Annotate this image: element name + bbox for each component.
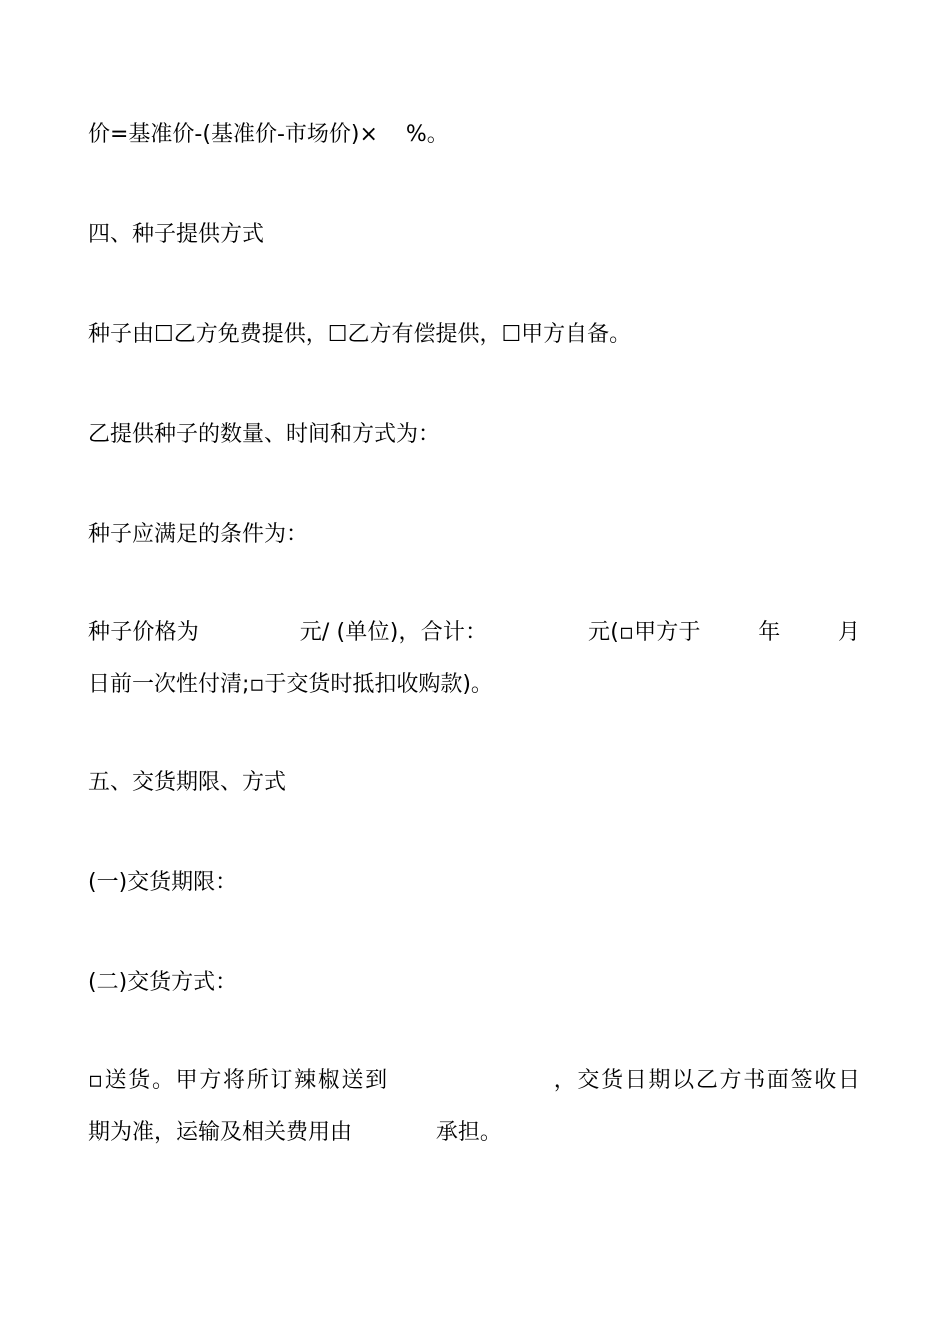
seed-quantity-line: 乙提供种子的数量、时间和方式为： [88, 422, 441, 447]
seed-price-text: 种子价格为 元/ (单位)，合计： 元(▫甲方于 年 月 [88, 620, 860, 645]
delivery-option-text: ▫送货。甲方将所订辣椒送到 ，交货日期以乙方书面签收日 [88, 1068, 860, 1093]
seed-source-options: 种子由☐乙方免费提供，☐乙方有偿提供，☐甲方自备。 [88, 322, 632, 347]
seed-conditions-line: 种子应满足的条件为： [88, 522, 309, 547]
delivery-option-line [88, 1068, 860, 1094]
delivery-method-line: (二)交货方式： [88, 970, 238, 995]
section-four-heading: 四、种子提供方式 [88, 222, 265, 247]
delivery-deadline-line: (一)交货期限： [88, 870, 238, 895]
seed-payment-line: 日前一次性付清;▫于交货时抵扣收购款)。 [88, 672, 493, 697]
section-five-heading: 五、交货期限、方式 [88, 770, 287, 795]
price-formula-line: 价=基准价-(基准价-市场价)× %。 [88, 122, 449, 147]
delivery-cost-line: 期为准，运输及相关费用由 承担。 [88, 1120, 502, 1145]
seed-price-line [88, 620, 860, 646]
